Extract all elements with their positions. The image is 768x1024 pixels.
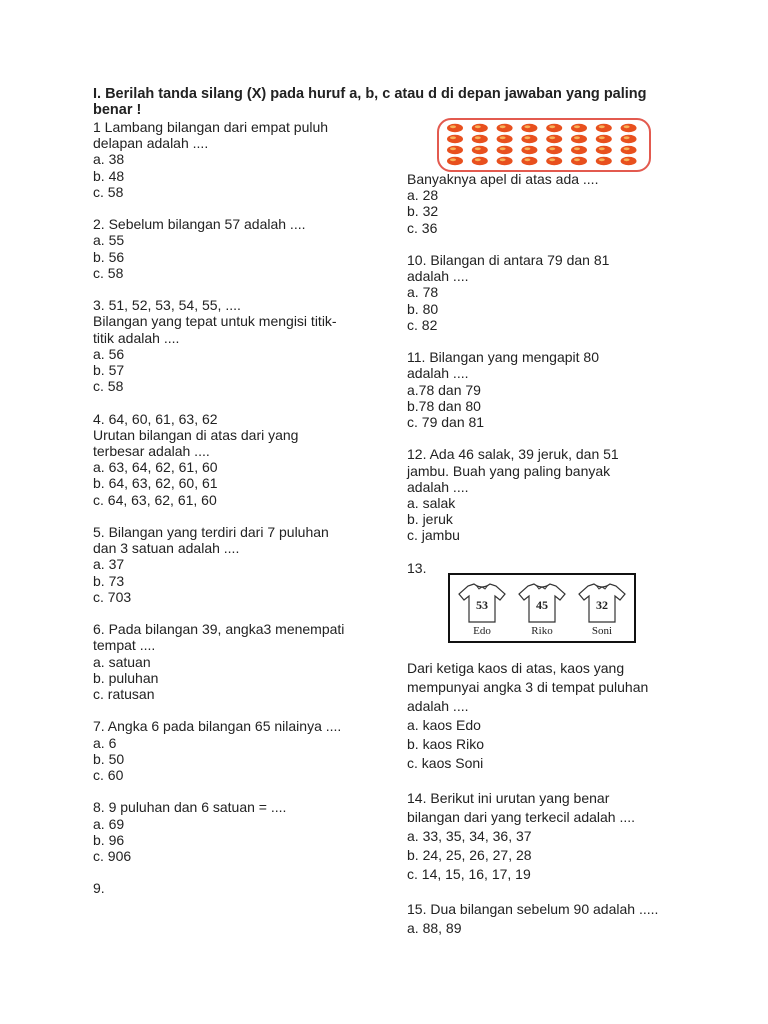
answer-option: b. 24, 25, 26, 27, 28 (407, 847, 532, 864)
apple-icon (521, 124, 537, 132)
answer-option: b. 64, 63, 62, 60, 61 (93, 475, 218, 492)
question-text: jambu. Buah yang paling banyak (407, 462, 611, 479)
question-text: 15. Dua bilangan sebelum 90 adalah ..... (407, 901, 659, 918)
question-block (93, 718, 373, 783)
answer-option: c. 703 (93, 588, 132, 605)
question-text: 4. 64, 60, 61, 63, 62 (93, 410, 218, 427)
apple-icon (472, 146, 488, 154)
answer-option: b. 48 (93, 167, 125, 184)
answer-option: a. 33, 35, 34, 36, 37 (407, 828, 532, 845)
answer-option: a. 56 (93, 345, 125, 362)
shirt-item (457, 581, 507, 637)
answer-option: c. jambu (407, 527, 460, 544)
apple-icon (447, 135, 463, 143)
question-block (407, 252, 682, 333)
left-column (93, 119, 373, 913)
apple-icon (621, 124, 637, 132)
question-text: adalah .... (407, 698, 469, 714)
answer-option: a. 63, 64, 62, 61, 60 (93, 459, 218, 476)
shirt-number: 45 (536, 598, 548, 612)
shirt-item (577, 581, 627, 637)
answer-option: a. 37 (93, 556, 125, 573)
answer-option: b. jeruk (407, 511, 453, 528)
question-text: terbesar adalah .... (93, 443, 210, 460)
question-block (407, 171, 682, 236)
answer-option: c. 79 dan 81 (407, 414, 485, 431)
shirt-item (517, 581, 567, 637)
apple-icon (497, 146, 513, 154)
apple-icon (571, 135, 587, 143)
question-text: tempat .... (93, 637, 156, 654)
answer-option: a. salak (407, 495, 456, 512)
answer-option: a. satuan (93, 653, 151, 670)
shirt-number: 53 (476, 598, 488, 612)
question-text: 12. Ada 46 salak, 39 jeruk, dan 51 (407, 446, 619, 463)
question-text: dan 3 satuan adalah .... (93, 540, 240, 557)
apple-icon (521, 135, 537, 143)
answer-option: b. 80 (407, 300, 439, 317)
apple-icon (521, 146, 537, 154)
answer-option: c. 58 (93, 378, 124, 395)
answer-option: a. 6 (93, 734, 117, 751)
answer-option: c. ratusan (93, 686, 155, 703)
apple-icon (497, 135, 513, 143)
answer-option: c. 14, 15, 16, 17, 19 (407, 866, 531, 883)
question-text: 11. Bilangan yang mengapit 80 (407, 349, 599, 366)
question-block (93, 880, 373, 896)
question-block (93, 297, 373, 394)
apple-icon (447, 124, 463, 132)
question-text: 2. Sebelum bilangan 57 adalah .... (93, 216, 306, 233)
answer-option: b. 73 (93, 572, 125, 589)
answer-option: a. 55 (93, 232, 125, 249)
answer-option: c. 58 (93, 183, 124, 200)
question-text: adalah .... (407, 365, 469, 382)
answer-option: c. 36 (407, 219, 438, 236)
question-text: adalah .... (407, 478, 469, 495)
question-text: 6. Pada bilangan 39, angka3 menempati (93, 621, 345, 638)
question-block (407, 349, 682, 430)
question-text: 1 Lambang bilangan dari empat puluh (93, 119, 329, 135)
question-block (407, 789, 682, 884)
question-block (93, 119, 373, 200)
question-text: 10. Bilangan di antara 79 dan 81 (407, 252, 610, 268)
apple-icon (447, 146, 463, 154)
apple-icon (546, 146, 562, 154)
apple-icon (596, 157, 612, 165)
answer-option: b. puluhan (93, 669, 159, 686)
question-block (93, 621, 373, 702)
question-text: 9. (93, 880, 105, 897)
answer-option: a.78 dan 79 (407, 381, 481, 398)
answer-option: a. 78 (407, 284, 439, 301)
apple-icon (546, 124, 562, 132)
answer-option: a. 69 (93, 815, 125, 832)
apple-icon (621, 135, 637, 143)
apple-icon (571, 157, 587, 165)
apple-icon (497, 157, 513, 165)
question-text: Dari ketiga kaos di atas, kaos yang (407, 660, 625, 676)
question-block (407, 659, 682, 773)
apple-icon (472, 157, 488, 165)
answer-option: b. 32 (407, 203, 439, 220)
answer-option: b. 50 (93, 750, 125, 767)
question-text: 13. (407, 559, 427, 576)
question-block (93, 216, 373, 281)
apple-icon (447, 157, 463, 165)
apple-icon (546, 157, 562, 165)
question-text: 8. 9 puluhan dan 6 satuan = .... (93, 799, 287, 816)
answer-option: c. kaos Soni (407, 755, 484, 771)
answer-option: a. kaos Edo (407, 717, 481, 733)
answer-option: a. 38 (93, 151, 125, 168)
question-text: 14. Berikut ini urutan yang benar (407, 790, 610, 807)
question-block (407, 446, 682, 543)
apple-icon (571, 124, 587, 132)
apple-icon (596, 146, 612, 154)
question-text: Urutan bilangan di atas dari yang (93, 426, 299, 443)
answer-option: b. 57 (93, 362, 125, 379)
answer-option: b. 96 (93, 831, 125, 848)
answer-option: b. kaos Riko (407, 736, 485, 752)
apple-icon (497, 124, 513, 132)
apple-picture (437, 118, 651, 172)
answer-option: c. 60 (93, 767, 124, 784)
instruction-heading: I. Berilah tanda silang (X) pada huruf a, b, c atau d di depan jawaban yang paling benar ! (93, 86, 647, 118)
right-column (407, 171, 682, 592)
shirt-number: 32 (596, 598, 608, 612)
answer-option: a. 28 (407, 187, 439, 204)
answer-option: c. 64, 63, 62, 61, 60 (93, 491, 217, 508)
question-block (93, 799, 373, 864)
question-text: 3. 51, 52, 53, 54, 55, .... (93, 297, 241, 314)
apple-icon (596, 135, 612, 143)
answer-option: c. 82 (407, 316, 438, 333)
question-text: delapan adalah .... (93, 135, 209, 152)
question-text: adalah .... (407, 268, 469, 285)
shirt-owner-name: Edo (473, 625, 491, 637)
question-text: titik adalah .... (93, 329, 180, 346)
answer-option: c. 58 (93, 264, 124, 281)
question-text: bilangan dari yang terkecil adalah .... (407, 809, 636, 826)
question-block (93, 524, 373, 605)
answer-option: b.78 dan 80 (407, 397, 481, 414)
question-text: mempunyai angka 3 di tempat puluhan (407, 679, 649, 695)
answer-option: a. 88, 89 (407, 920, 462, 937)
apple-icon (521, 157, 537, 165)
apple-icon (596, 124, 612, 132)
question-text: Banyaknya apel di atas ada .... (407, 171, 599, 187)
apple-icon (621, 146, 637, 154)
question-text: 5. Bilangan yang terdiri dari 7 puluhan (93, 524, 329, 541)
question-text: Bilangan yang tepat untuk mengisi titik- (93, 313, 337, 330)
right-column-lower (407, 659, 682, 955)
question-block (93, 411, 373, 508)
answer-option: b. 56 (93, 248, 125, 265)
answer-option: c. 906 (93, 848, 132, 865)
apple-icon (621, 157, 637, 165)
apple-icon (546, 135, 562, 143)
question-block (407, 900, 682, 938)
shirt-owner-name: Riko (531, 625, 553, 637)
apple-icon (571, 146, 587, 154)
apples-grid (439, 120, 649, 170)
shirts-picture (448, 573, 636, 643)
shirt-owner-name: Soni (591, 625, 613, 637)
apple-icon (472, 135, 488, 143)
apple-icon (472, 124, 488, 132)
question-text: 7. Angka 6 pada bilangan 65 nilainya .... (93, 718, 342, 735)
